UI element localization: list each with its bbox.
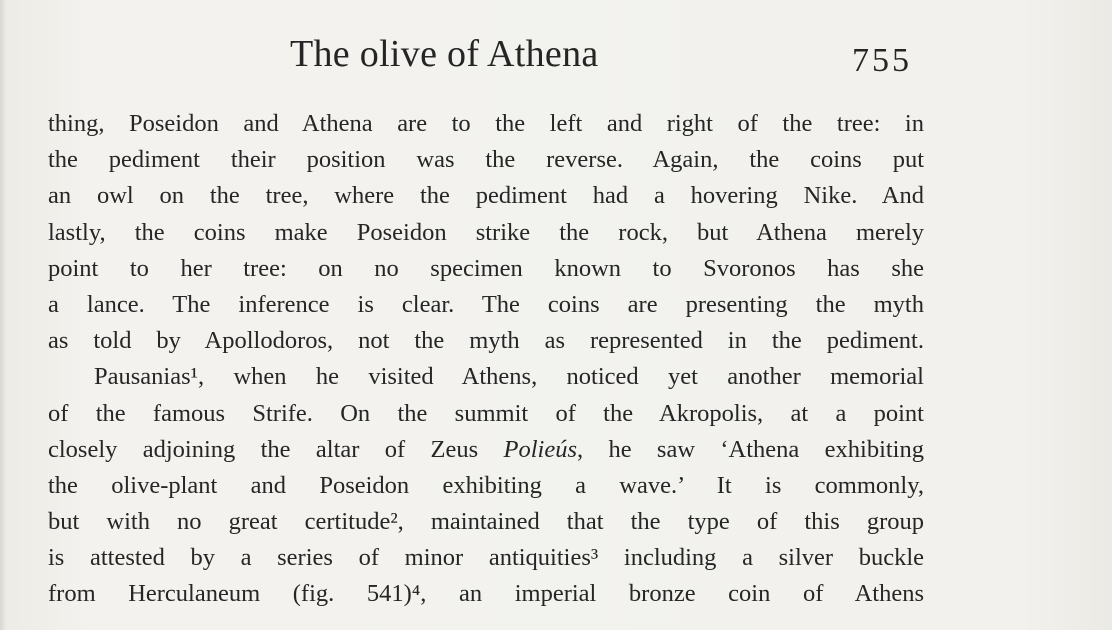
page-number: 755	[852, 42, 912, 79]
text-line: a lance. The inference is clear. The coins are presenting the myth	[48, 290, 924, 318]
text-line-paragraph-start: Pausanias¹, when he visited Athens, noticed yet another memorial	[94, 363, 924, 391]
text-line: point to her tree: on no specimen known to Svoronos has she	[48, 254, 924, 282]
text-line: is attested by a series of minor antiquities³ including a silver buckle	[48, 544, 924, 572]
text-line: the olive-plant and Poseidon exhibiting a wave.’ It is commonly,	[48, 471, 924, 499]
italic-epithet: Polieús	[503, 435, 577, 463]
body-text	[48, 106, 924, 613]
running-head	[0, 30, 1112, 86]
text-line: thing, Poseidon and Athena are to the left and right of the tree: in	[48, 110, 924, 137]
text-line: but with no great certitude², maintained that the type of this group	[48, 508, 924, 536]
text-line: from Herculaneum (fig. 541)⁴, an imperial bronze coin of Athens	[48, 580, 924, 608]
page-edge-shadow	[0, 0, 6, 630]
text-line: lastly, the coins make Poseidon strike the rock, but Athena merely	[48, 218, 924, 246]
text-line: an owl on the tree, where the pediment had a hovering Nike. And	[48, 182, 924, 210]
page-title: The olive of Athena	[290, 33, 599, 75]
text-line: as told by Apollodoros, not the myth as represented in the pediment.	[48, 327, 924, 355]
text-line: the pediment their position was the reverse. Again, the coins put	[48, 146, 924, 174]
text-line: of the famous Strife. On the summit of the Akropolis, at a point	[48, 399, 924, 427]
text-line: closely adjoining the altar of Zeus Polieús, he saw ‘Athena exhibiting	[48, 435, 924, 463]
